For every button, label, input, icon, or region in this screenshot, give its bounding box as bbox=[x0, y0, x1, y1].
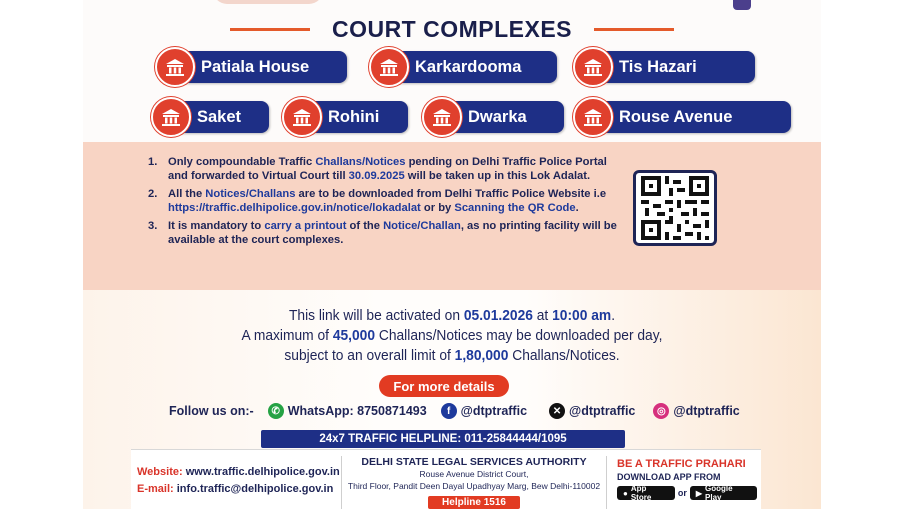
activation-notice bbox=[113, 306, 792, 366]
info-number: 1. bbox=[148, 156, 158, 168]
whatsapp-text: WhatsApp: 8750871493 bbox=[287, 404, 427, 418]
title-row bbox=[83, 14, 821, 44]
title-divider-right bbox=[594, 28, 674, 31]
courthouse-icon bbox=[155, 47, 195, 87]
court-rouse-avenue bbox=[573, 99, 791, 135]
info-text-part: pending on Delhi Traffic Police Portal and forwarded to Virtual Court till bbox=[168, 156, 607, 182]
info-highlight: Scanning the QR Code bbox=[454, 201, 576, 214]
poster bbox=[83, 0, 821, 509]
email-link[interactable]: info.traffic@delhipolice.gov.in bbox=[176, 483, 334, 495]
prahari-heading: BE A TRAFFIC PRAHARI bbox=[617, 458, 746, 470]
title-divider-left bbox=[230, 28, 310, 31]
court-karkardooma bbox=[369, 49, 557, 85]
email-row bbox=[137, 481, 340, 498]
courthouse-icon bbox=[573, 97, 613, 137]
app-download-block bbox=[617, 458, 757, 500]
info-list bbox=[148, 156, 623, 252]
apple-icon: ● bbox=[623, 488, 628, 498]
info-text-part: or by bbox=[420, 201, 455, 214]
address-line-2: Third Floor, Pandit Deen Dayal Upadhyay Marg, Bew Delhi-110002 bbox=[347, 481, 601, 491]
website-label: Website: bbox=[137, 466, 183, 478]
info-text-part: All the bbox=[168, 188, 206, 200]
activation-line-1 bbox=[113, 306, 792, 326]
facebook-handle: @dtptraffic bbox=[460, 404, 528, 418]
email-label: E-mail: bbox=[137, 483, 174, 495]
app-store-label: App Store bbox=[630, 484, 652, 502]
qr-code[interactable] bbox=[633, 170, 717, 246]
x-icon: ✕ bbox=[549, 403, 565, 419]
dslsa-block bbox=[341, 456, 607, 509]
info-highlight: carry a printout bbox=[264, 220, 347, 232]
or-text: or bbox=[677, 488, 687, 498]
google-play-label: Google Play bbox=[705, 484, 733, 502]
info-item bbox=[148, 156, 623, 183]
info-text-part: of the bbox=[346, 220, 384, 232]
info-text-part: , as no printing facility will be available at the court complexes. bbox=[168, 220, 617, 246]
court-rohini bbox=[282, 99, 408, 135]
footer-contact bbox=[137, 464, 340, 498]
dslsa-helpline: Helpline 1516 bbox=[428, 496, 520, 509]
info-text-part: are to be downloaded from Delhi Traffic Police Website i.e bbox=[295, 188, 607, 200]
x-handle: @dtptraffic bbox=[569, 404, 636, 418]
overall-limit: 1,80,000 bbox=[454, 347, 509, 364]
court-name: Rouse Avenue bbox=[595, 101, 791, 133]
app-store-button[interactable] bbox=[617, 486, 675, 500]
activation-line-2 bbox=[113, 326, 792, 346]
instagram-handle: @dtptraffic bbox=[673, 404, 740, 418]
address-line-1: Rouse Avenue District Court, bbox=[419, 469, 529, 479]
court-dwarka bbox=[422, 99, 564, 135]
info-text-part: will be taken up in this Lok Adalat. bbox=[404, 169, 591, 182]
whatsapp-icon: ✆ bbox=[268, 403, 284, 419]
page-title: COURT COMPLEXES bbox=[331, 15, 573, 42]
info-number: 3. bbox=[148, 220, 158, 232]
top-decoration bbox=[213, 0, 323, 4]
courthouse-icon bbox=[151, 97, 191, 137]
top-decoration-badge bbox=[733, 0, 751, 10]
court-name: Patiala House bbox=[177, 51, 347, 83]
courthouse-icon bbox=[573, 47, 613, 87]
activation-text: . bbox=[611, 307, 616, 324]
info-item bbox=[148, 220, 623, 247]
activation-time: 10:00 am bbox=[552, 307, 612, 324]
court-tis-hazari bbox=[573, 49, 755, 85]
info-item bbox=[148, 188, 623, 215]
court-name: Saket bbox=[173, 101, 269, 133]
info-highlight: 30.09.2025 bbox=[348, 169, 405, 182]
play-icon: ▶ bbox=[695, 488, 703, 498]
follow-row bbox=[169, 401, 740, 421]
activation-date: 05.01.2026 bbox=[463, 307, 533, 324]
activation-line-3 bbox=[113, 346, 792, 366]
instagram-icon: ◎ bbox=[653, 403, 669, 419]
court-name: Rohini bbox=[304, 101, 408, 133]
google-play-button[interactable] bbox=[690, 486, 757, 500]
follow-label: Follow us on:- bbox=[169, 404, 254, 418]
info-text bbox=[168, 188, 623, 215]
activation-text: A maximum of bbox=[241, 327, 333, 344]
x-link[interactable] bbox=[549, 403, 635, 419]
info-text-part: Only compoundable Traffic bbox=[168, 156, 316, 168]
activation-text: This link will be activated on bbox=[288, 307, 464, 324]
court-saket bbox=[151, 99, 269, 135]
courthouse-icon bbox=[282, 97, 322, 137]
court-name: Tis Hazari bbox=[595, 51, 755, 83]
info-highlight: Challans/Notices bbox=[315, 156, 406, 168]
courthouse-icon bbox=[369, 47, 409, 87]
activation-text: Challans/Notices may be downloaded per day, bbox=[375, 327, 663, 344]
instagram-link[interactable] bbox=[653, 403, 739, 419]
store-badges bbox=[617, 486, 757, 500]
court-name: Dwarka bbox=[444, 101, 564, 133]
activation-text: Challans/Notices. bbox=[508, 347, 620, 364]
facebook-link[interactable] bbox=[441, 403, 527, 419]
more-details-button[interactable]: For more details bbox=[379, 375, 509, 397]
traffic-helpline-bar: 24x7 TRAFFIC HELPLINE: 011-25844444/1095 bbox=[261, 430, 625, 448]
court-name: Karkardooma bbox=[391, 51, 557, 83]
qr-code-icon bbox=[641, 176, 709, 240]
dslsa-name: DELHI STATE LEGAL SERVICES AUTHORITY bbox=[361, 456, 587, 468]
court-patiala-house bbox=[155, 49, 347, 85]
footer bbox=[131, 449, 761, 509]
website-link[interactable]: www.traffic.delhipolice.gov.in bbox=[185, 466, 340, 478]
facebook-icon: f bbox=[441, 403, 457, 419]
download-label: DOWNLOAD APP FROM bbox=[617, 472, 721, 482]
activation-text: at bbox=[532, 307, 553, 324]
info-number: 2. bbox=[148, 188, 158, 200]
info-highlight: Notice/Challan bbox=[383, 220, 461, 232]
lokadalat-link[interactable]: https://traffic.delhipolice.gov.in/notice/lokadalat bbox=[168, 201, 421, 214]
info-text-part: . bbox=[575, 201, 579, 214]
activation-text: subject to an overall limit of bbox=[284, 347, 455, 364]
per-day-limit: 45,000 bbox=[332, 327, 376, 344]
info-text bbox=[168, 220, 623, 247]
courthouse-icon bbox=[422, 97, 462, 137]
info-text-part: It is mandatory to bbox=[168, 220, 265, 232]
website-row bbox=[137, 464, 340, 481]
info-text bbox=[168, 156, 623, 183]
whatsapp-contact[interactable] bbox=[268, 403, 427, 419]
info-highlight: Notices/Challans bbox=[205, 188, 296, 200]
